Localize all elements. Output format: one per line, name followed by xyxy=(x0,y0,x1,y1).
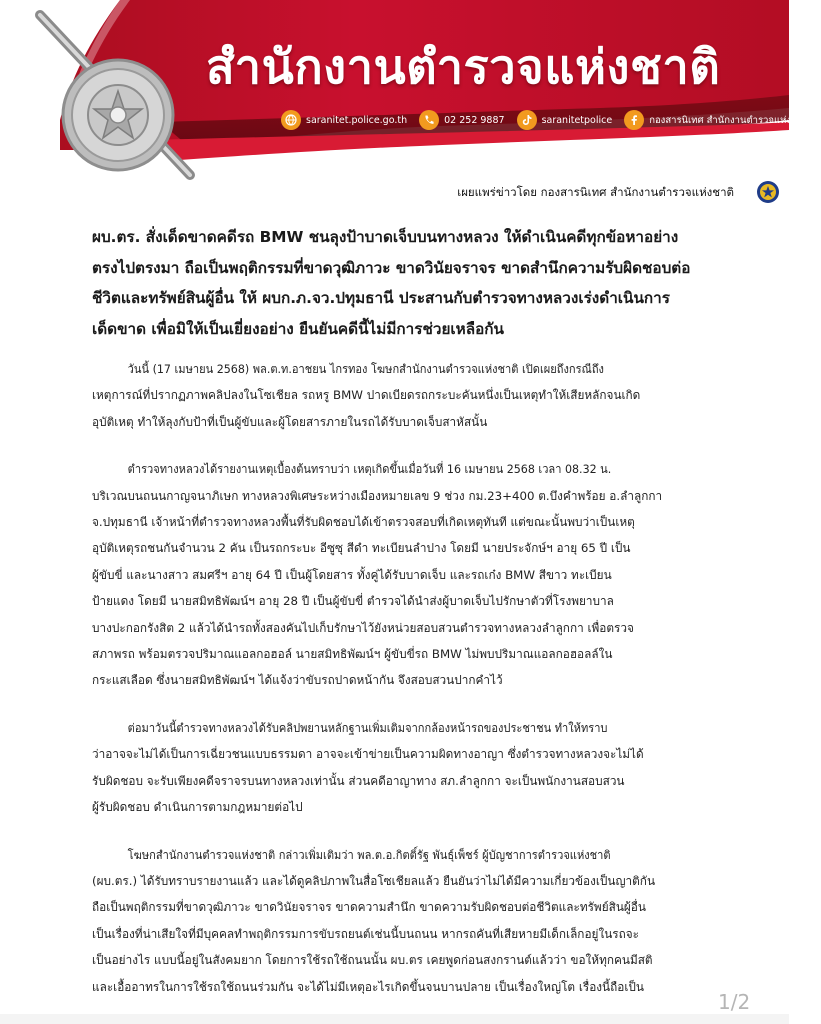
headline-line: ผบ.ตร. สั่งเด็ดขาดคดีรถ BMW ชนลุงป้าบาดเจ็บบนทางหลวง ให้ดำเนินคดีทุกข้อหาอย่าง xyxy=(92,228,679,246)
text-line: ถือเป็นพฤติกรรมที่ขาดวุฒิภาวะ ขาดวินัยจราจร ขาดความสำนึก ขาดความรับผิดชอบต่อชีวิตและทรัพย์สินผู้อื่น xyxy=(92,900,646,915)
text-line: ป้ายแดง โดยมี นายสมิทธิพัฒน์ฯ อายุ 28 ปี เป็นผู้ขับขี่ ตำรวจได้นำส่งผู้บาดเจ็บไปรักษาตัวที่โรงพยาบาล xyxy=(92,594,614,609)
contact-facebook[interactable] xyxy=(624,110,809,130)
website-text: saranitet.police.go.th xyxy=(306,114,408,126)
text-line: เป็นอย่างไร แบบนี้อยู่ในสังคมยาก โดยการใช้รถใช้ถนนนั้น ผบ.ตร เคยพูดก่อนสงกรานต์แล้วว่า ขอให้ทุกคนมีสติ xyxy=(92,953,653,968)
headline-line: ชีวิตและทรัพย์สินผู้อื่น ให้ ผบก.ภ.จว.ปทุมธานี ประสานกับตำรวจทางหลวงเร่งดำเนินการ xyxy=(92,289,670,307)
page-bottom-edge xyxy=(0,1014,789,1024)
facebook-icon xyxy=(624,110,644,130)
text-line: เป็นเรื่องที่น่าเสียใจที่มีบุคคลทำพฤติกรรมการขับรถยนต์เช่นนี้บนถนน หากรถคันที่เสียหายมีเด็กเล็กอยู่ในรถจะ xyxy=(92,926,639,941)
text-line: ผู้ขับขี่ และนางสาว สมศรีฯ อายุ 64 ปี เป็นผู้โดยสาร ทั้งคู่ได้รับบาดเจ็บ และรถเก๋ง BMW สีขาว ทะเบียน xyxy=(92,567,612,582)
text-line: เหตุการณ์ที่ปรากฏภาพคลิปลงในโซเชียล รถหรู BMW ปาดเบียดรถกระบะคันหนึ่งเป็นเหตุทำให้เสียหลักจนเกิด xyxy=(92,388,641,403)
agency-title: สำนักงานตำรวจแห่งชาติ xyxy=(206,40,721,95)
text-line: กระแสเลือด ซึ่งนายสมิทธิพัฒน์ฯ ได้แจ้งว่าขับรถปาดหน้ากัน จึงสอบสวนปากคำไว้ xyxy=(92,673,503,688)
text-line: ต่อมาวันนี้ตำรวจทางหลวงได้รับคลิปพยานหลักฐานเพิ่มเติมจากกล้องหน้ารถของประชาชน ทำให้ทราบ xyxy=(127,720,608,735)
paragraph xyxy=(92,456,712,694)
tiktok-text: saranitetpolice xyxy=(541,114,613,126)
phone-text: 02 252 9887 xyxy=(444,114,505,126)
contact-tiktok[interactable] xyxy=(517,110,613,130)
globe-icon xyxy=(281,110,301,130)
news-headline xyxy=(92,222,732,344)
contact-website[interactable] xyxy=(281,110,407,130)
text-line: โฆษกสำนักงานตำรวจแห่งชาติ กล่าวเพิ่มเติมว่า พล.ต.อ.กิตติ์รัฐ พันธุ์เพ็ชร์ ผู้บัญชาการตำรวจแห่งชาติ xyxy=(127,847,611,862)
text-line: ว่าอาจจะไม่ได้เป็นการเฉี่ยวชนแบบธรรมดา อาจจะเข้าข่ายเป็นความผิดทางอาญา ซึ่งตำรวจทางหลวงจะไม่ได้ xyxy=(92,747,644,762)
paragraph xyxy=(92,356,712,435)
publisher-line: เผยแพร่ข่าวโดย กองสารนิเทศ สำนักงานตำรวจแห่งชาติ xyxy=(457,185,734,199)
text-line: จ.ปทุมธานี เจ้าหน้าที่ตำรวจทางหลวงพื้นที่รับผิดชอบได้เข้าตรวจสอบที่เกิดเหตุทันที แต่ขณะนั้นพบว่าเป็นเหตุ xyxy=(92,515,635,530)
headline-line: ตรงไปตรงมา ถือเป็นพฤติกรรมที่ขาดวุฒิภาวะ ขาดวินัยจราจร ขาดสำนึกความรับผิดชอบต่อ xyxy=(92,258,691,277)
text-line: ผู้รับผิดชอบ ดำเนินการตามกฎหมายต่อไป xyxy=(92,800,303,815)
text-line: อุบัติเหตุ ทำให้ลุงกับป้าที่เป็นผู้ขับและผู้โดยสารภายในรถได้รับบาดเจ็บสาหัสนั้น xyxy=(92,414,488,429)
text-line: บริเวณบนถนนกาญจนาภิเษก ทางหลวงพิเศษระหว่างเมืองหมายเลข 9 ช่วง กม.23+400 ต.บึงคำพร้อย อ.ลำลูกกา xyxy=(92,488,663,503)
text-line: ตำรวจทางหลวงได้รายงานเหตุเบื้องต้นทราบว่า เหตุเกิดขึ้นเมื่อวันที่ 16 เมษายน 2568 เวลา 08.32 น. xyxy=(127,462,612,477)
text-line: อุบัติเหตุรถชนกันจำนวน 2 คัน เป็นรถกระบะ อีซูซุ สีดำ ทะเบียนลำปาง โดยมี นายประจักษ์ฯ อายุ 65 ปี เป็น xyxy=(92,541,631,556)
paragraph xyxy=(92,842,712,1000)
text-line: วันนี้ (17 เมษายน 2568) พล.ต.ท.อาชยน ไกรทอง โฆษกสำนักงานตำรวจแห่งชาติ เปิดเผยถึงกรณีถึง xyxy=(127,362,604,376)
contact-phone[interactable] xyxy=(419,110,504,130)
page-indicator: 1/2 xyxy=(718,990,751,1014)
facebook-text: กองสารนิเทศ สำนักงานตำรวจแห่งชาติ xyxy=(649,114,809,126)
paragraph xyxy=(92,715,712,821)
police-seal-logo xyxy=(40,45,200,180)
text-line: (ผบ.ตร.) ได้รับทราบรายงานแล้ว และได้ดูคลิปภาพในสื่อโซเชียลแล้ว ยืนยันว่าไม่ได้มีความเกี่ยวข้องเป็นญาติกัน xyxy=(92,873,656,888)
article-body xyxy=(92,356,712,1000)
police-badge-icon xyxy=(755,179,781,205)
text-line: สภาพรถ พร้อมตรวจปริมาณแอลกอฮอล์ นายสมิทธิพัฒน์ฯ ผู้ขับขี่รถ BMW ไม่พบปริมาณแอลกอฮอลล์ใน xyxy=(92,647,613,662)
phone-icon xyxy=(419,110,439,130)
contact-bar xyxy=(281,108,821,132)
tiktok-icon xyxy=(517,110,537,130)
letterhead xyxy=(0,0,809,175)
text-line: และเอื้ออาทรในการใช้รถใช้ถนนร่วมกัน จะได้ไม่มีเหตุอะไรเกิดขึ้นจนบานปลาย เป็นเรื่องใหญ่โต เรื่องนี้ถือเป็น xyxy=(92,979,644,994)
headline-line: เด็ดขาด เพื่อมิให้เป็นเยี่ยงอย่าง ยืนยันคดีนี้ไม่มีการช่วยเหลือกัน xyxy=(92,319,505,338)
text-line: บางปะกอกรังสิต 2 แล้วได้นำรถทั้งสองคันไปเก็บรักษาไว้ยังหน่วยสอบสวนตำรวจทางหลวงลำลูกกา เพื่อตรวจ xyxy=(92,620,634,635)
text-line: รับผิดชอบ จะรับเพียงคดีจราจรบนทางหลวงเท่านั้น ส่วนคดีอาญาทาง สภ.ลำลูกกา จะเป็นพนักงานสอบสวน xyxy=(92,773,625,788)
